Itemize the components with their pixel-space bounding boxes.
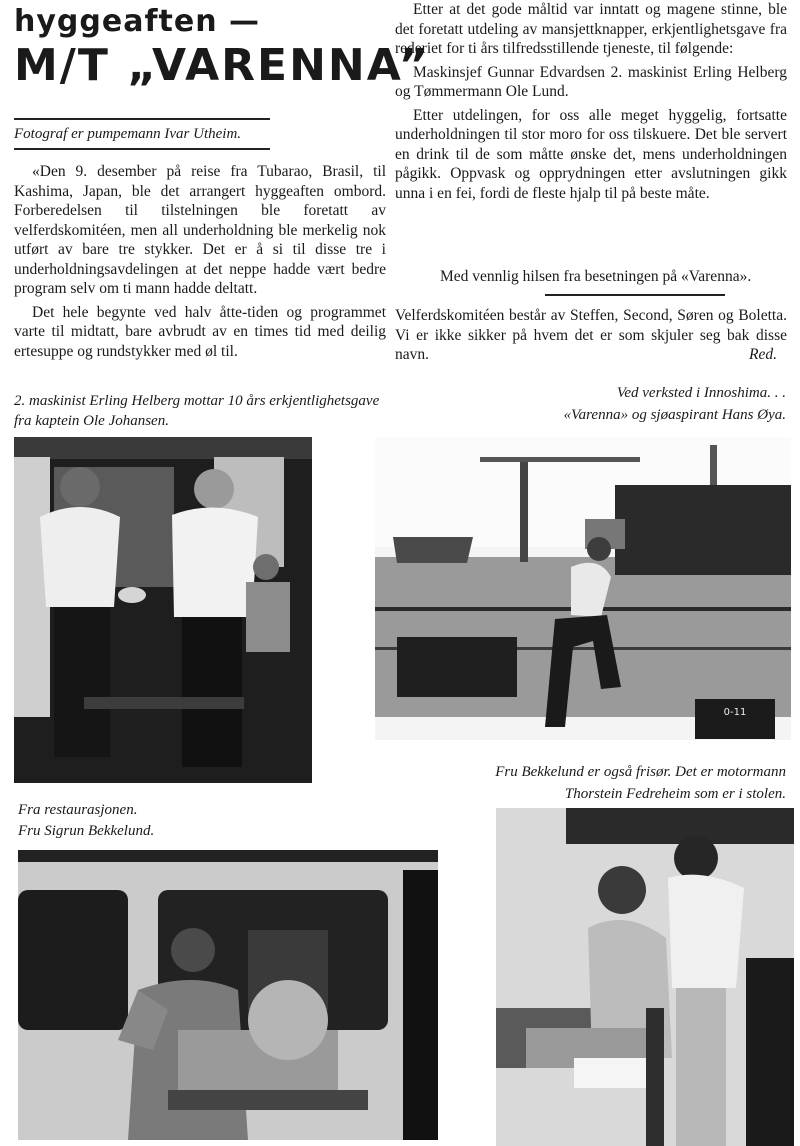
left-column-text — [14, 162, 386, 365]
photographer-credit: Fotograf er pumpemann Ivar Utheim. — [14, 126, 242, 142]
photo-hairdresser-image — [496, 808, 794, 1146]
caption-restaurant-line2: Fru Sigrun Bekkelund. — [18, 823, 155, 839]
article-kicker: hyggeaften — — [14, 4, 260, 39]
caption-restaurant-line1: Fra restaurasjonen. — [18, 802, 138, 818]
shipyard-sign-text: 0-11 — [723, 707, 747, 718]
caption-shipyard-line2: «Varenna» og sjøaspirant Hans Øya. — [563, 407, 786, 423]
photo-hairdresser — [496, 808, 794, 1146]
note-rule — [545, 294, 725, 296]
editor-note-text: Velferdskomitéen består av Steffen, Second, Søren og Boletta. Vi er ikke sikker på hvem det er som skjuler seg bak disse navn. — [395, 307, 787, 363]
right-column-text — [395, 0, 787, 207]
caption-hairdresser-line1: Fru Bekkelund er også frisør. Det er motormann — [495, 764, 786, 780]
greeting: Med vennlig hilsen fra besetningen på «Varenna». — [440, 268, 752, 285]
editor-signature: Red. — [749, 346, 777, 363]
title-rule-top — [14, 118, 270, 120]
photo-shipyard-image — [375, 437, 791, 740]
right-paragraph-1: Etter at det gode måltid var inntatt og magene stinne, ble det foretatt utdeling av mansjettknapper, erkjentlighetsgave fra rederiet for ti års tilfredsstillende tjeneste, til følgende: — [395, 1, 787, 57]
photo-restaurant — [18, 850, 438, 1140]
left-paragraph-1: «Den 9. desember på reise fra Tubarao, Brasil, til Kashima, Japan, ble det arrangert hyggeaften ombord. Forberedelsen til tilstelningen ble foretatt av velferdskomitéen, men all underholdning ble merkelig nok utført av bare tre stykker. Det er å si til disse tre i underholdningsavdelingen at det neppe hadde vært bedre program selv om ti mann hadde deltatt. — [14, 163, 386, 297]
caption-shipyard-line1: Ved verksted i Innoshima. . . — [616, 385, 786, 401]
right-paragraph-3: Etter utdelingen, for oss alle meget hyggelig, fortsatte underholdningen til stor moro for oss tilskuere. Det ble servert en drink til de som måtte ønske det, mens underholdningen pågikk. Oppvask og opprydningen etter avslutningen gikk unna i en fei, fordi de fleste hjalp til på beste måte. — [395, 106, 787, 202]
photo-restaurant-image — [18, 850, 438, 1140]
title-rule-bottom — [14, 148, 270, 150]
right-paragraph-2: Maskinsjef Gunnar Edvardsen 2. maskinist Erling Helberg og Tømmermann Ole Lund. — [395, 63, 787, 100]
editor-note — [395, 306, 787, 365]
photo-shipyard-innoshima — [375, 437, 791, 740]
photo-award-handshake — [14, 437, 312, 783]
photo-award-handshake-image — [14, 437, 312, 783]
article-title: M/T „VARENNA” — [14, 40, 430, 91]
left-paragraph-2: Det hele begynte ved halv åtte-tiden og programmet varte til midtatt, bare avbrudt av en times tid med deilig ertesuppe og rundstykker med øl til. — [14, 303, 386, 360]
caption-hairdresser-line2: Thorstein Fedreheim som er i stolen. — [564, 786, 786, 802]
caption-award: 2. maskinist Erling Helberg mottar 10 års erkjentlighetsgave fra kaptein Ole Johansen. — [14, 393, 380, 429]
